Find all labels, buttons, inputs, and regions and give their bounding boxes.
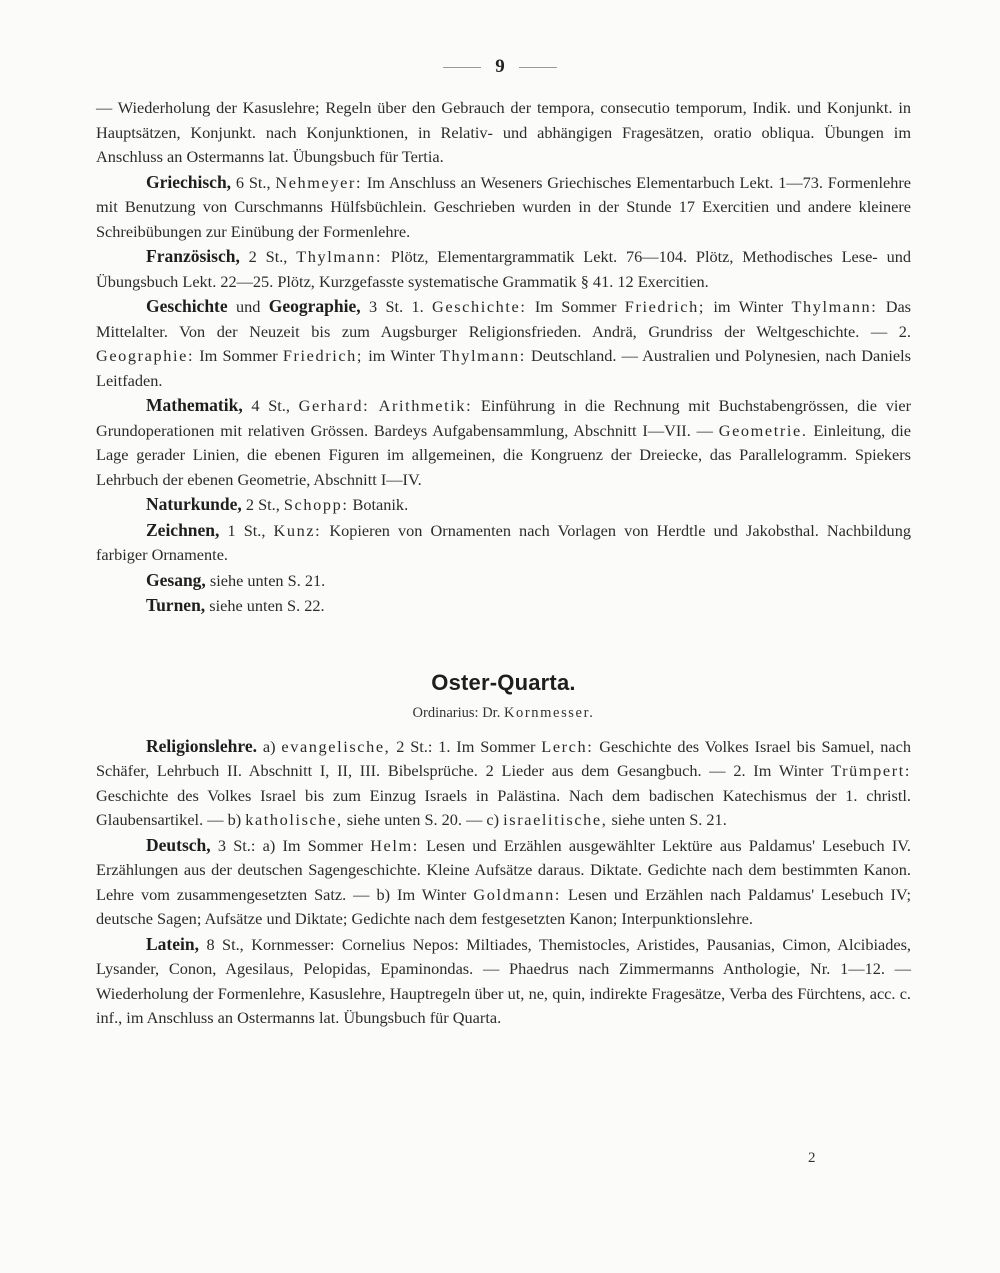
teacher-name: Lerch:	[541, 736, 594, 756]
page-number: 9	[495, 56, 505, 77]
subject-heading: Latein,	[146, 933, 199, 954]
subject-heading: Geographie,	[268, 296, 361, 316]
teacher-name: Kornmesser.	[503, 705, 595, 721]
paragraph-deutsch: Deutsch, 3 St.: a) Im Sommer Helm: Lesen und Erzählen ausgewählter Lektüre aus Paldamus' Lesebuch IV. Erzählungen aus der deutschen Sagengeschichte. Kleine Aufsätze daraus. Diktate. Gedichte nach dem bestimmten Kanon. Lehre vom zusammengesetzten Satz. — b) Im Winter Goldmann: Lesen und Erzählen nach Paldamus' Lesebuch IV; deutsche Sagen; Aufsätze und Diktate; Gedichte nach dem festgesetzten Kanon; Interpunktionslehre.	[96, 834, 912, 928]
paragraph-griechisch: Griechisch, 6 St., Nehmeyer: Im Anschluss an Weseners Griechisches Elementarbuch Lekt. 1—73. Formenlehre mit Benutzung von Curschmanns Hülfsbüchlein. Geschrieben wurden in der Stunde 17 Exercitien und andere kleinere Schreibübungen zur Einübung der Formenlehre.	[96, 171, 911, 241]
teacher-name: Thylmann:	[791, 297, 878, 316]
header-rule-right	[519, 67, 557, 68]
subject-heading: Griechisch,	[146, 171, 232, 192]
subject-heading: Turnen,	[146, 595, 206, 615]
teacher-name: Thylmann:	[439, 346, 526, 365]
topic-label: Geometrie.	[718, 420, 808, 440]
subject-heading: Deutsch,	[146, 834, 211, 855]
paragraph-religionslehre: Religionslehre. a) evangelische, 2 St.: 1. Im Sommer Lerch: Geschichte des Volkes Israel bis Samuel, nach Schäfer, Lehrbuch II. Abschnitt I, II, III. Bibelsprüche. 2 Lieder aus dem Gesangbuch. — 2. Im Winter Trümpert: Geschichte des Volkes Israel bis zum Einzug Israels in Palästina. Nach dem badischen Katechismus der 1. christl. Glaubensartikel. — b) katholische, siehe unten S. 20. — c) israelitische, siehe unten S. 21.	[96, 735, 911, 829]
ordinarius-line: Ordinarius: Dr. Kornmesser.	[412, 705, 595, 721]
paragraph-zeichnen: Zeichnen, 1 St., Kunz: Kopieren von Ornamenten nach Vorlagen von Herdtle und Jakobsthal. Nachbildung farbiger Ornamente.	[96, 519, 911, 564]
topic-label: israelitische,	[503, 810, 608, 829]
topic-label: katholische,	[245, 810, 343, 829]
subject-heading: Gesang,	[146, 569, 206, 590]
teacher-name: Nehmeyer:	[275, 172, 363, 192]
teacher-name: Goldmann:	[473, 884, 562, 904]
section-title: Oster-Quarta.	[431, 669, 576, 695]
teacher-name: Thylmann:	[296, 247, 383, 266]
paragraph-mathematik: Mathematik, 4 St., Gerhard: Arithmetik: Einführung in die Rechnung mit Buchstabengrössen, die vier Grundoperationen mit relativen Grössen. Bardeys Aufgabensammlung, Abschnitt I—VII. — Geometrie. Einleitung, die Lage gerader Linien, die ebenen Figuren im allgemeinen, die Kongruenz der Dreiecke, das Parallelogramm. Spiekers Lehrbuch der ebenen Geometrie, Abschnitt I—IV.	[96, 395, 912, 489]
paragraph-turnen: Turnen, siehe unten S. 22.	[146, 595, 325, 615]
topic-label: evangelische,	[281, 736, 391, 756]
paragraph-gesang: Gesang, siehe unten S. 21.	[146, 569, 326, 590]
paragraph-latein-continued: — Wiederholung der Kasuslehre; Regeln über den Gebrauch der tempora, consecutio temporum, Indik. und Konjunkt. in Hauptsätzen, Konjunkt. nach Konjunktionen, in Relativ- und abhängigen Fragesätzen, oratio obliqua. Übungen im Anschluss an Ostermanns lat. Übungsbuch für Tertia.	[96, 98, 911, 166]
topic-label: Geographie:	[96, 346, 195, 365]
page-body	[96, 96, 911, 1031]
subject-heading: Französisch,	[146, 246, 240, 266]
page-number-header	[0, 56, 1000, 78]
teacher-name: Kornmesser:	[251, 934, 335, 954]
subject-heading: Zeichnen,	[146, 519, 220, 540]
topic-label: Arithmetik:	[369, 396, 473, 415]
paragraph-geschichte-geographie: Geschichte und Geographie, 3 St. 1. Geschichte: Im Sommer Friedrich; im Winter Thylmann: Das Mittelalter. Von der Neuzeit bis zum Augsburger Religionsfrieden. Andrä, Grundriss der Weltgeschichte. — 2. Geographie: Im Sommer Friedrich; im Winter Thylmann: Deutschland. — Australien und Polynesien, nach Daniels Leitfaden.	[96, 296, 912, 390]
teacher-name: Schopp:	[283, 495, 349, 514]
paragraph-franzoesisch: Französisch, 2 St., Thylmann: Plötz, Elementargrammatik Lekt. 76—104. Plötz, Methodisches Lese- und Übungsbuch Lekt. 22—25. Plötz, Kurzgefasste systematische Grammatik § 41. 12 Exercitien.	[96, 246, 911, 291]
teacher-name: Trümpert:	[831, 761, 911, 780]
subject-heading: Mathematik,	[146, 395, 243, 415]
teacher-name: Helm:	[370, 835, 419, 855]
signature-mark: 2	[808, 1150, 816, 1166]
teacher-name: Kunz:	[273, 520, 322, 540]
teacher-name: Friedrich;	[282, 346, 364, 365]
teacher-name: Gerhard:	[298, 396, 370, 415]
subject-heading: Religionslehre.	[146, 735, 257, 756]
topic-label: Geschichte:	[432, 297, 527, 316]
teacher-name: Friedrich;	[624, 297, 705, 316]
paragraph-naturkunde: Naturkunde, 2 St., Schopp: Botanik.	[146, 494, 409, 514]
paragraph-latein: Latein, 8 St., Kornmesser: Cornelius Nepos: Miltiades, Themistocles, Aristides, Pausanias, Cimon, Alcibiades, Lysander, Conon, Agesilaus, Pelopidas, Epaminondas. — Phaedrus nach Zimmermanns Anthologie, Nr. 1—12. — Wiederholung der Formenlehre, Kasuslehre, Hauptregeln über ut, ne, quin, indirekte Fragesätze, Verba des Fürchtens, acc. c. inf., im Anschluss an Ostermanns lat. Übungsbuch für Quarta.	[96, 933, 911, 1027]
header-rule-left	[443, 67, 481, 68]
subject-heading: Geschichte	[146, 296, 228, 316]
subject-heading: Naturkunde,	[146, 494, 242, 514]
